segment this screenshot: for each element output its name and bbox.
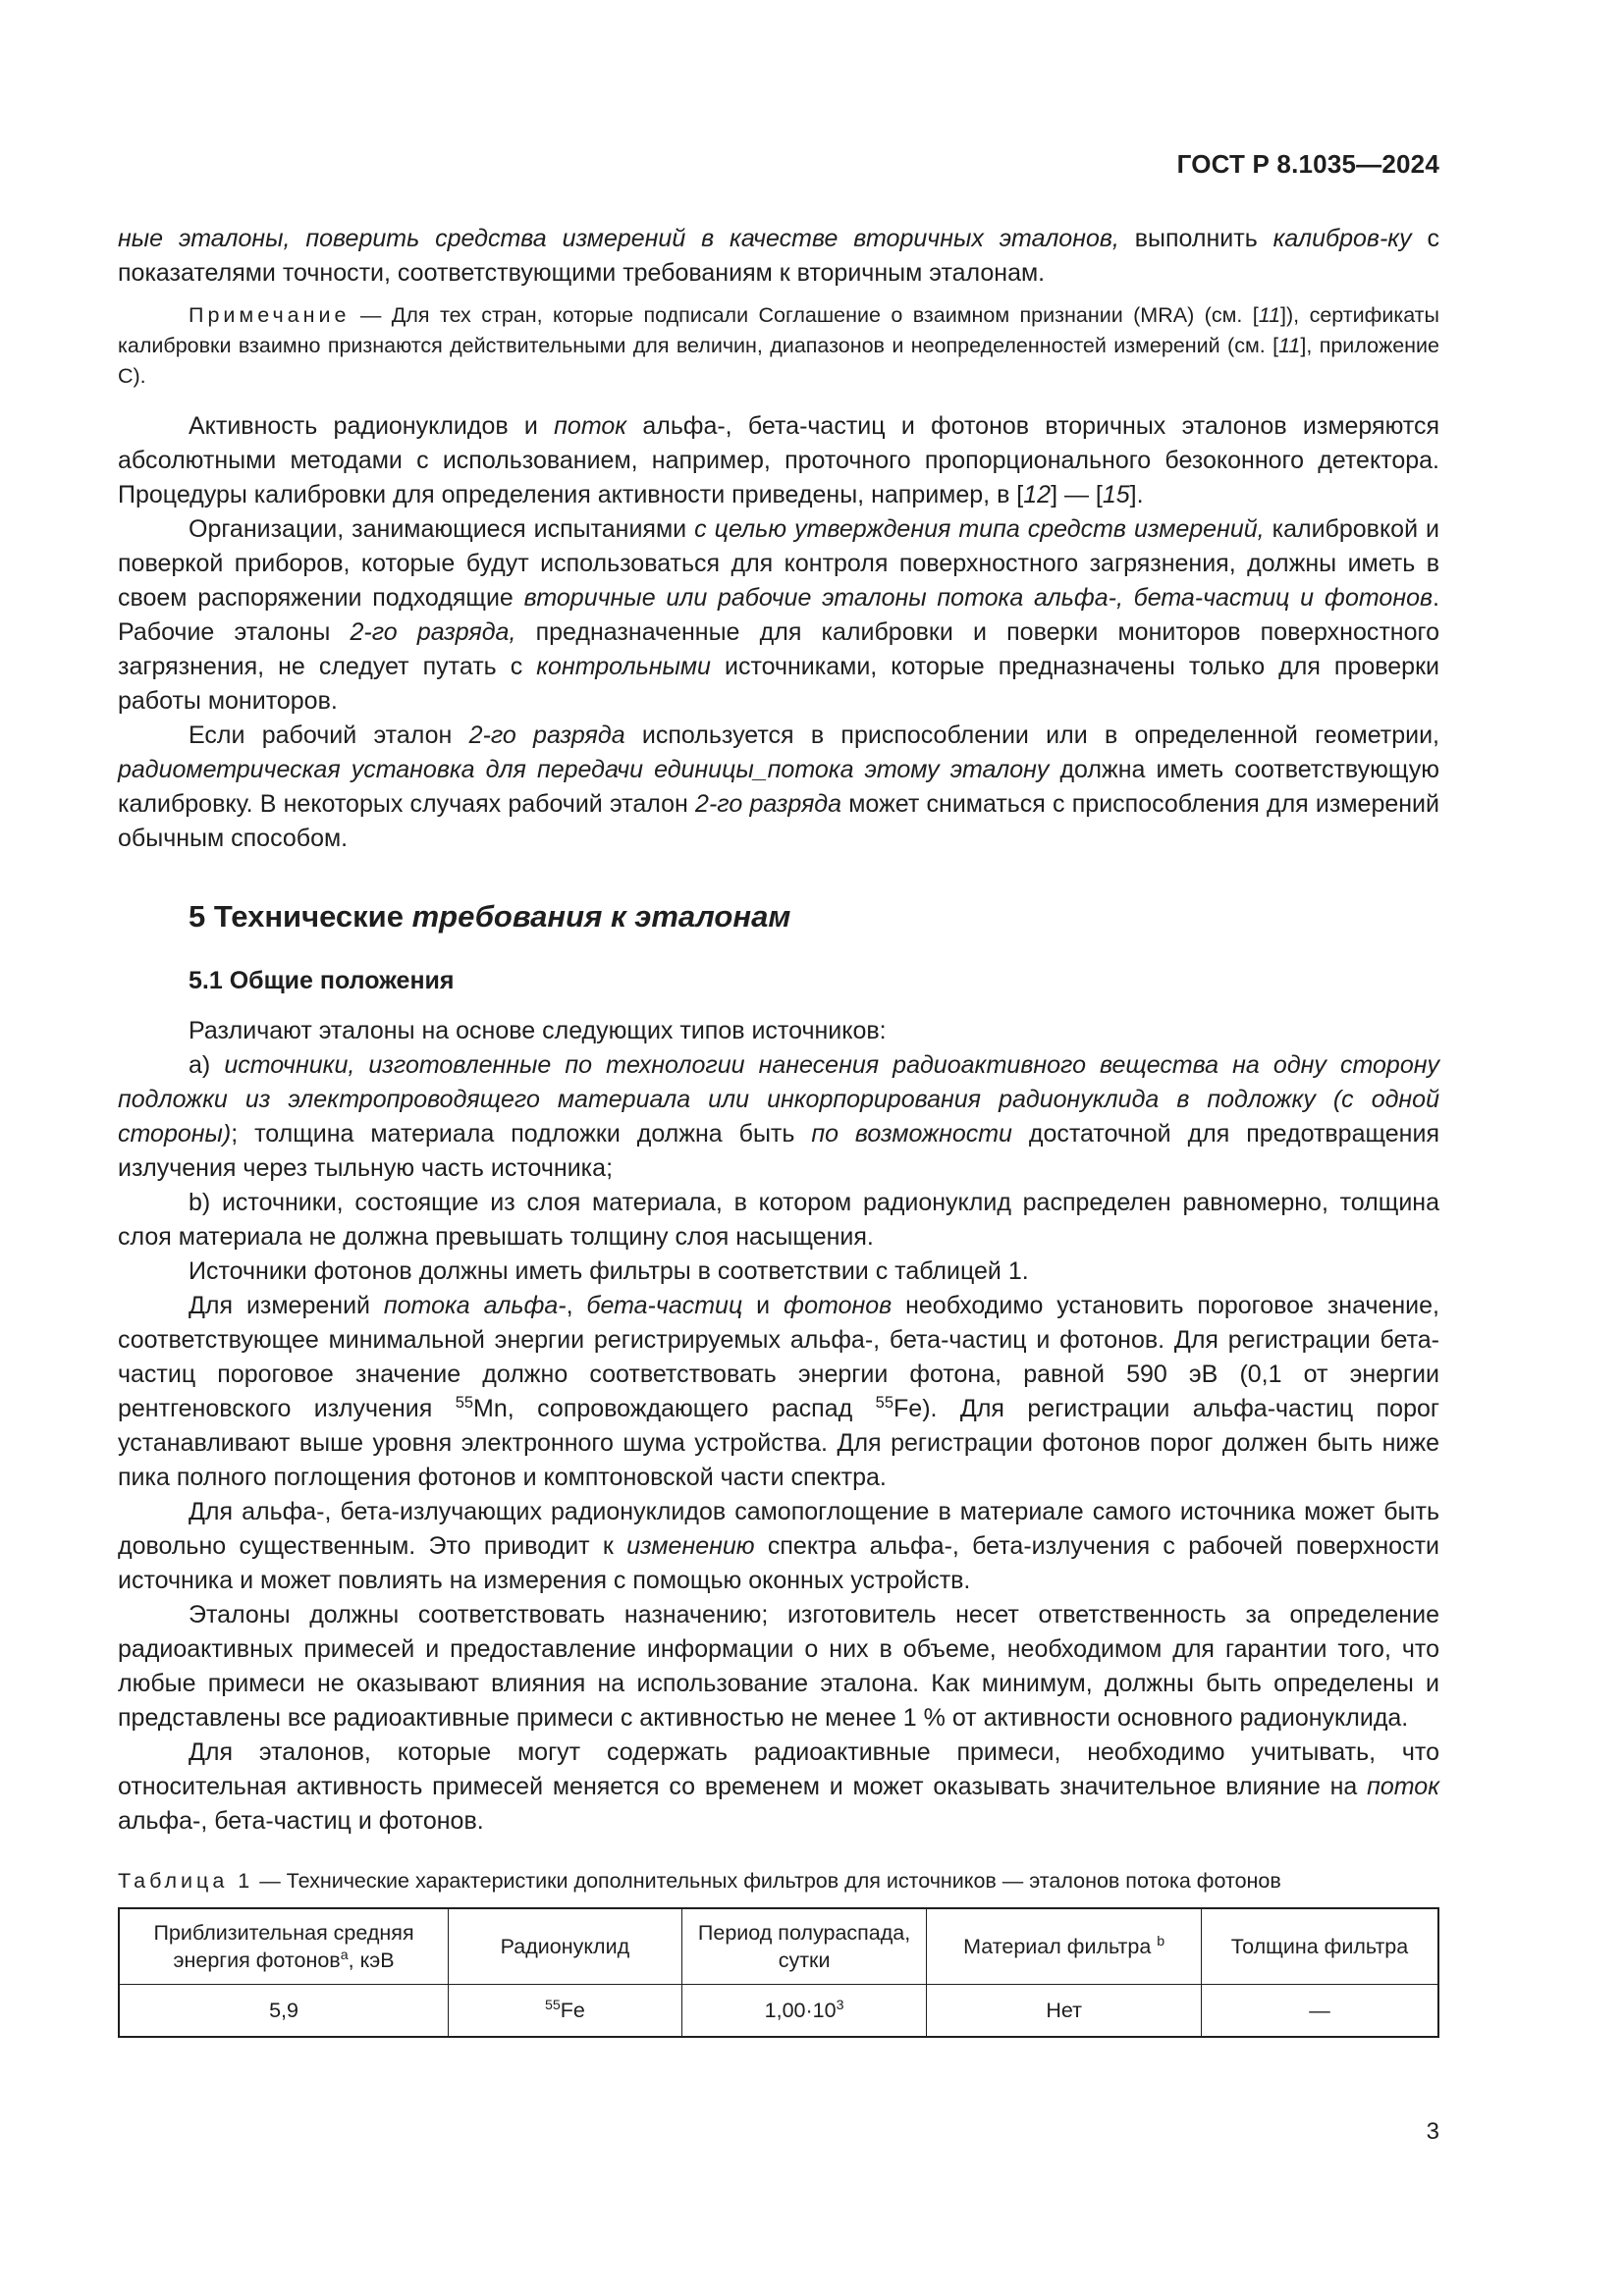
note: Примечание — Для тех стран, которые подписали Соглашение о взаимном признании (MRA) (см. [11]), сертификаты калибровки взаимно признаются действительными для величин, диапазонов и неопределенностей измерений (см. [11], приложение С). [118,303,1439,388]
section-heading-5: 5 Технические требования к эталонам [189,899,791,934]
paragraph-impurities: Эталоны должны соответствовать назначению; изготовитель несет ответственность за определение радиоактивных примесей и предоставление информации о них в объеме, необходимом для гарантии того, что любые примеси не оказывают влияния на использование эталона. Как минимум, должны быть определены и представлены все радиоактивные примеси с активностью не менее 1 % от активности основного радионуклида. [118,1601,1439,1732]
page-content [118,222,1439,2038]
cell-energy: 5,9 [119,1985,449,2038]
filters-table [118,1907,1439,2038]
paragraph-photon-filters: Источники фотонов должны иметь фильтры в соответствии с таблицей 1. [189,1257,1029,1285]
section-heading-5-1: 5.1 Общие положения [189,967,455,994]
paragraph-self-absorption: Для альфа-, бета-излучающих радионуклидов самопоглощение в материале самого источника может быть довольно существенным. Это приводит к изменению спектра альфа-, бета-излучения с рабочей поверхности источника и может повлиять на измерения с помощью оконных устройств. [118,1498,1439,1594]
cell-filter-material: Нет [927,1985,1201,2038]
paragraph-activity: Активность радионуклидов и поток альфа-, бета-частиц и фотонов вторичных эталонов измеряются абсолютными методами с использованием, например, проточного пропорционального безоконного детектора. Процедуры калибровки для определения активности приведены, например, в [12] — [15]. [118,412,1439,508]
list-item-b: b) источники, состоящие из слоя материала, в котором радионуклид распределен равномерно, толщина слоя материала не должна превышать толщину слоя насыщения. [118,1189,1439,1251]
column-header-filter-thickness: Толщина фильтра [1201,1908,1438,1985]
table-caption-label: Таблица 1 [118,1869,254,1893]
document-header: ГОСТ Р 8.1035—2024 [1176,149,1439,179]
paragraph-continuation: ные эталоны, поверить средства измерений в качестве вторичных эталонов, выполнить калибров-ку с показателями точности, соответствующими требованиям к вторичным эталонам. [118,225,1439,287]
column-header-filter-material: Материал фильтра $^b$ [927,1908,1201,1985]
paragraph-impurities-activity: Для эталонов, которые могут содержать радиоактивные примеси, необходимо учитывать, что относительная активность примесей меняется со временем и может оказывать значительное влияние на поток альфа-, бета-частиц и фотонов. [118,1738,1439,1835]
table-caption: Таблица 1 — Технические характеристики дополнительных фильтров для источников — эталонов потока фотонов [118,1869,1281,1893]
cell-half-life: $1,00\cdot 10^3$ [681,1985,927,2038]
table-header-row [119,1908,1438,1985]
page-number: 3 [1426,2118,1439,2145]
table-row [119,1985,1438,2038]
paragraph-source-types: Различают эталоны на основе следующих типов источников: [189,1017,887,1044]
paragraph-working-standard: Если рабочий эталон 2-го разряда используется в приспособлении или в определенной геометрии, радиометрическая установка для передачи единицы_потока этому эталону должна иметь соответствующую калибровку. В некоторых случаях рабочий эталон 2-го разряда может сниматься с приспособления для измерений обычным способом. [118,721,1439,852]
column-header-radionuclide: Радионуклид [449,1908,682,1985]
column-header-half-life: Период полураспада, сутки [681,1908,927,1985]
paragraph-organizations: Организации, занимающиеся испытаниями с целью утверждения типа средств измерений, калибровкой и поверкой приборов, которые будут использоваться для контроля поверхностного загрязнения, должны иметь в своем распоряжении подходящие вторичные или рабочие эталоны потока альфа-, бета-частиц и фотонов. Рабочие эталоны 2-го разряда, предназначенные для калибровки и поверки мониторов поверхностного загрязнения, не следует путать с контрольными источниками, которые предназначены только для проверки работы мониторов. [118,515,1440,715]
note-label: Примечание [189,303,351,327]
list-item-a: а) источники, изготовленные по технологии нанесения радиоактивного вещества на одну сторону подложки из электропроводящего материала или инкорпорирования радионуклида в подложку (с одной стороны); толщина материала подложки должна быть по возможности достаточной для предотвращения излучения через тыльную часть источника; [118,1051,1439,1182]
cell-radionuclide: $^{55}$Fe [449,1985,682,2038]
paragraph-threshold: Для измерений потока альфа-, бета-частиц и фотонов необходимо установить пороговое значение, соответствующее минимальной энергии регистрируемых альфа-, бета-частиц и фотонов. Для регистрации бета-частиц пороговое значение должно соответствовать энергии фотона, равной 590 эВ (0,1 от энергии рентгеновского излучения $^{55}$Mn, сопровождающего распад $^{55}$Fe). Для регистрации альфа-частиц порог устанавливают выше уровня электронного шума устройства. Для регистрации фотонов порог должен быть ниже пика полного поглощения фотонов и комптоновской части спектра. [118,1292,1439,1491]
column-header-energy: Приблизительная средняя энергия фотонов$^a$, кэВ [119,1908,449,1985]
cell-filter-thickness: — [1201,1985,1438,2038]
